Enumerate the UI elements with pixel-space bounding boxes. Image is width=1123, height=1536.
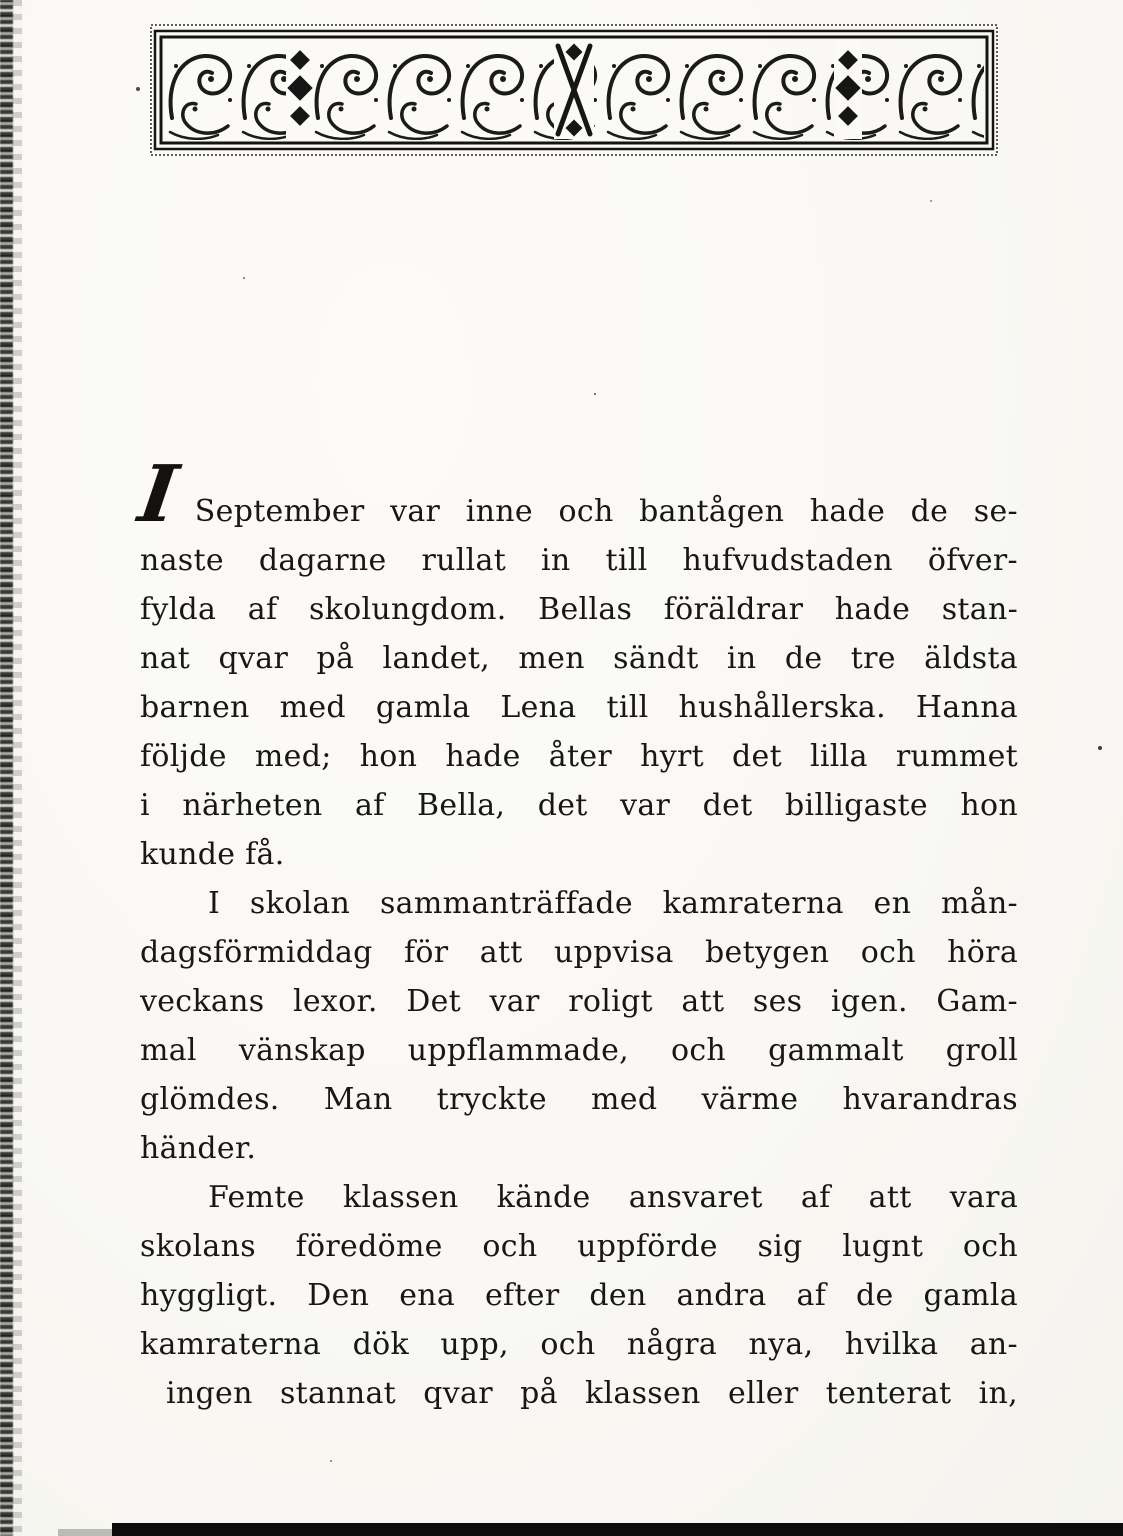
text-line: kamraterna dök upp, och några nya, hvilka an-	[140, 1327, 1018, 1362]
scan-speckles	[0, 0, 2, 2]
text-line: kunde få.	[140, 837, 285, 872]
text-line: naste dagarne rullat in till hufvudstaden öfver-	[140, 543, 1018, 578]
scan-bottom-smudge	[58, 1529, 116, 1536]
text-line: ingen stannat qvar på klassen eller tenterat in,	[166, 1376, 1018, 1411]
text-line: följde med; hon hade åter hyrt det lilla rummet	[140, 739, 1018, 774]
text-line: Femte klassen kände ansvaret af att vara	[208, 1180, 1018, 1215]
ornament-band	[150, 22, 998, 158]
text-block	[133, 449, 1018, 1418]
diamond-separator-left	[286, 41, 314, 139]
text-line: i närheten af Bella, det var det billigaste hon	[140, 788, 1018, 823]
text-line: barnen med gamla Lena till hushållerska. Hanna	[140, 690, 1018, 725]
scan-binding-haze	[12, 0, 22, 1536]
text-line: fylda af skolungdom. Bellas föräldrar hade stan-	[140, 592, 1018, 627]
diamond-separator-right	[834, 41, 862, 139]
text-line: dagsförmiddag för att uppvisa betygen och höra	[140, 935, 1018, 970]
scan-bottom-strip	[112, 1523, 1123, 1536]
text-line: glömdes. Man tryckte med värme hvarandras	[140, 1082, 1018, 1117]
text-line	[133, 449, 1018, 540]
text-line: mal vänskap uppflammade, och gammalt groll	[140, 1033, 1018, 1068]
text-line-content: September var inne och bantågen hade de se-	[194, 494, 1018, 529]
ornament-graphic	[150, 22, 998, 158]
text-line: I skolan sammanträffade kamraterna en mån-	[208, 886, 1018, 921]
text-line: händer.	[140, 1131, 257, 1166]
text-line: hyggligt. Den ena efter den andra af de gamla	[140, 1278, 1018, 1313]
text-line: veckans lexor. Det var roligt att ses igen. Gam-	[140, 984, 1018, 1019]
drop-cap-initial: I	[133, 449, 184, 540]
text-line: nat qvar på landet, men sändt in de tre äldsta	[140, 641, 1018, 676]
x-separator-center	[554, 41, 594, 139]
text-line: skolans föredöme och uppförde sig lugnt och	[140, 1229, 1018, 1264]
